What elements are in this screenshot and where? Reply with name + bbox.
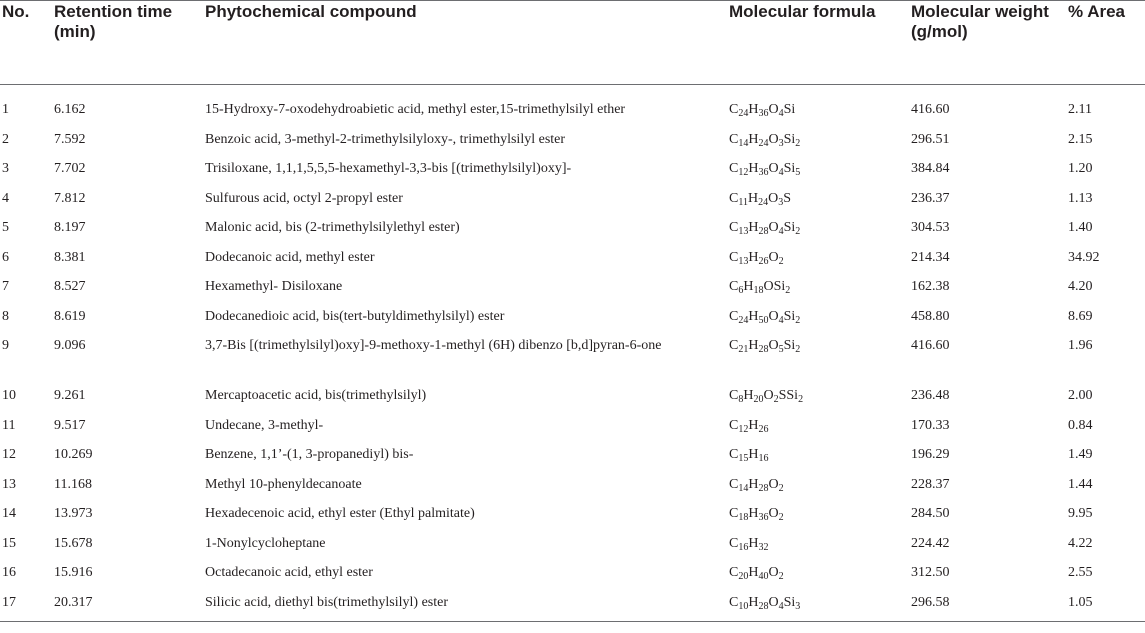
formula-subscript: 4	[778, 600, 784, 612]
cell-compound: Benzene, 1,1’-(1, 3-propanediyl) bis-	[205, 447, 414, 462]
formula-subscript: 20	[738, 571, 749, 582]
cell-area: 34.92	[1068, 249, 1100, 265]
formula-subscript: 16	[738, 541, 749, 553]
table-row	[0, 411, 1145, 441]
cell-compound: Dodecanedioic acid, bis(tert-butyldimethylsilyl) ester	[205, 308, 505, 324]
header-molecular-weight: Molecular weight (g/mol)	[911, 1, 1068, 85]
formula-subscript: 36	[758, 512, 769, 523]
cell-retention-time: 7.702	[54, 161, 86, 176]
cell-area: 0.84	[1068, 417, 1093, 433]
formula-subscript: 4	[778, 167, 784, 178]
cell-no: 11	[2, 417, 16, 433]
cell-retention-time: 7.812	[54, 190, 86, 206]
cell-no: 6	[2, 249, 9, 265]
formula-subscript: 2	[795, 314, 801, 326]
cell-area: 4.20	[1068, 279, 1093, 294]
formula-subscript: 12	[738, 167, 749, 178]
cell-no: 2	[2, 131, 9, 147]
cell-molecular-formula	[729, 331, 911, 381]
cell-no: 9	[2, 338, 9, 353]
cell-area: 1.40	[1068, 220, 1093, 235]
cell-molecular-formula	[729, 125, 911, 155]
formula-element: H	[743, 388, 754, 403]
formula-subscript: 3	[778, 137, 784, 149]
formula-element: H	[748, 594, 759, 610]
cell-molecular-formula	[729, 499, 911, 529]
cell-compound: Octadecanoic acid, ethyl ester	[205, 565, 373, 580]
formula-element: O	[768, 249, 779, 265]
table-row	[0, 331, 1145, 381]
formula-subscript: 5	[795, 167, 801, 178]
cell-no: 15	[2, 535, 16, 551]
formula-element: C	[729, 565, 739, 580]
cell-no: 8	[2, 308, 9, 324]
cell-compound: Mercaptoacetic acid, bis(trimethylsilyl)	[205, 388, 427, 403]
formula-element: H	[748, 102, 759, 117]
formula-subscript: 50	[758, 314, 769, 326]
cell-no: 13	[2, 476, 16, 492]
formula-element: C	[729, 417, 739, 433]
cell-retention-time: 6.162	[54, 102, 86, 117]
formula-element: SSi	[778, 388, 799, 403]
cell-no: 5	[2, 220, 9, 235]
cell-molecular-formula	[729, 440, 911, 470]
table-row	[0, 470, 1145, 500]
table-row	[0, 154, 1145, 184]
formula-subscript: 11	[738, 196, 748, 208]
formula-subscript: 2	[778, 571, 784, 582]
cell-compound: Benzoic acid, 3-methyl-2-trimethylsilyloxy-, trimethylsilyl ester	[205, 131, 566, 147]
formula-element: S	[783, 190, 792, 206]
cell-molecular-weight: 236.37	[911, 190, 950, 206]
formula-element: Si	[783, 131, 796, 147]
formula-subscript: 14	[738, 482, 749, 494]
cell-retention-time: 13.973	[54, 506, 93, 521]
cell-no: 1	[2, 102, 9, 117]
cell-area: 1.44	[1068, 476, 1093, 492]
cell-molecular-weight: 312.50	[911, 565, 950, 580]
cell-area: 2.15	[1068, 131, 1093, 147]
formula-element: O	[768, 220, 779, 235]
formula-element: O	[768, 161, 779, 176]
formula-element: H	[748, 161, 759, 176]
formula-subscript: 8	[738, 394, 744, 405]
formula-element: Si	[783, 220, 796, 235]
header-row	[0, 1, 1145, 85]
formula-subscript: 26	[758, 423, 769, 435]
formula-element: O	[768, 565, 779, 580]
table-row	[0, 302, 1145, 332]
table-row	[0, 213, 1145, 243]
formula-element: H	[747, 190, 759, 206]
formula-subscript: 24	[758, 196, 769, 208]
cell-compound: Methyl 10-phenyldecanoate	[205, 476, 362, 492]
cell-molecular-formula	[729, 243, 911, 273]
cell-compound: Hexadecenoic acid, ethyl ester (Ethyl palmitate)	[205, 506, 475, 521]
cell-no: 3	[2, 161, 9, 176]
formula-subscript: 2	[773, 394, 779, 405]
formula-subscript: 16	[758, 453, 769, 464]
formula-element: O	[768, 102, 779, 117]
table-row	[0, 184, 1145, 214]
cell-compound: 15-Hydroxy-7-oxodehydroabietic acid, methyl ester,15-trimethylsilyl ether	[205, 102, 626, 117]
formula-element: C	[729, 476, 739, 492]
cell-area: 1.96	[1068, 338, 1093, 353]
cell-retention-time: 11.168	[54, 476, 92, 492]
cell-area: 9.95	[1068, 506, 1093, 521]
cell-molecular-weight: 236.48	[911, 388, 950, 403]
cell-molecular-formula	[729, 588, 911, 622]
table-row	[0, 272, 1145, 302]
formula-element: H	[748, 476, 759, 492]
header-molecular-formula: Molecular formula	[729, 1, 911, 85]
cell-compound: Sulfurous acid, octyl 2-propyl ester	[205, 190, 403, 206]
cell-molecular-formula	[729, 558, 911, 588]
header-retention-time: Retention time (min)	[54, 1, 205, 85]
cell-compound: Undecane, 3-methyl-	[205, 417, 324, 433]
formula-element: Si	[783, 594, 796, 610]
cell-area: 2.00	[1068, 388, 1093, 403]
formula-element: O	[763, 388, 774, 403]
formula-element: H	[748, 249, 759, 265]
cell-area: 4.22	[1068, 535, 1093, 551]
cell-molecular-weight: 170.33	[911, 417, 950, 433]
cell-no: 14	[2, 506, 16, 521]
cell-retention-time: 15.678	[54, 535, 93, 551]
formula-subscript: 26	[758, 255, 769, 267]
cell-retention-time: 8.527	[54, 279, 86, 294]
formula-element: C	[729, 338, 739, 353]
formula-element: C	[729, 102, 739, 117]
formula-element: C	[729, 535, 739, 551]
formula-subscript: 2	[778, 482, 784, 494]
formula-subscript: 2	[795, 226, 801, 237]
cell-molecular-weight: 284.50	[911, 506, 950, 521]
cell-molecular-formula	[729, 272, 911, 302]
formula-element: C	[729, 249, 739, 265]
table-header	[0, 1, 1145, 85]
cell-compound: Hexamethyl- Disiloxane	[205, 279, 343, 294]
cell-retention-time: 10.269	[54, 447, 93, 462]
formula-subscript: 36	[758, 108, 769, 119]
cell-no: 4	[2, 190, 9, 206]
cell-area: 2.55	[1068, 565, 1093, 580]
table-body	[0, 85, 1145, 622]
cell-molecular-formula	[729, 213, 911, 243]
table-row	[0, 558, 1145, 588]
formula-element: H	[748, 506, 759, 521]
cell-compound: 3,7-Bis [(trimethylsilyl)oxy]-9-methoxy-1-methyl (6H) dibenzo [b,d]pyran-6-one	[205, 338, 662, 353]
cell-molecular-weight: 416.60	[911, 338, 950, 353]
formula-element: C	[729, 220, 739, 235]
cell-compound: Dodecanoic acid, methyl ester	[205, 249, 375, 265]
table-row	[0, 529, 1145, 559]
formula-subscript: 5	[778, 344, 784, 355]
formula-element: H	[748, 131, 759, 147]
cell-retention-time: 9.261	[54, 388, 86, 403]
cell-molecular-weight: 162.38	[911, 279, 950, 294]
cell-molecular-weight: 224.42	[911, 535, 950, 551]
formula-element: O	[768, 338, 779, 353]
cell-retention-time: 20.317	[54, 588, 205, 622]
cell-molecular-formula	[729, 154, 911, 184]
cell-molecular-formula	[729, 470, 911, 500]
cell-retention-time: 8.197	[54, 220, 86, 235]
cell-molecular-weight: 296.58	[911, 588, 1068, 622]
formula-subscript: 18	[738, 512, 749, 523]
cell-compound: Malonic acid, bis (2-trimethylsilylethyl ester)	[205, 220, 460, 235]
formula-element: H	[748, 308, 759, 324]
cell-retention-time: 15.916	[54, 565, 93, 580]
formula-subscript: 28	[758, 344, 769, 355]
formula-subscript: 2	[795, 344, 801, 355]
formula-subscript: 2	[778, 255, 784, 267]
table-row	[0, 85, 1145, 125]
formula-subscript: 4	[778, 226, 784, 237]
cell-area: 1.20	[1068, 161, 1093, 176]
cell-no: 17	[0, 588, 54, 622]
formula-subscript: 3	[795, 600, 801, 612]
cell-molecular-weight: 228.37	[911, 476, 950, 492]
formula-element: C	[729, 190, 739, 206]
cell-molecular-formula	[729, 529, 911, 559]
formula-subscript: 24	[738, 314, 749, 326]
cell-molecular-weight: 296.51	[911, 131, 950, 147]
formula-subscript: 4	[778, 108, 784, 119]
formula-element: H	[748, 447, 759, 462]
cell-retention-time: 8.381	[54, 249, 86, 265]
formula-subscript: 20	[753, 394, 764, 405]
cell-molecular-formula	[729, 302, 911, 332]
table-row	[0, 588, 1145, 622]
formula-element: H	[748, 220, 759, 235]
table-row	[0, 381, 1145, 411]
formula-element: C	[729, 388, 739, 403]
header-no: No.	[0, 1, 54, 85]
formula-subscript: 10	[738, 600, 749, 612]
formula-subscript: 2	[798, 394, 804, 405]
formula-subscript: 2	[778, 512, 784, 523]
table-row	[0, 440, 1145, 470]
formula-subscript: 21	[738, 344, 749, 355]
formula-element: O	[768, 594, 779, 610]
formula-subscript: 3	[778, 196, 784, 208]
cell-retention-time: 7.592	[54, 131, 86, 147]
formula-element: C	[729, 308, 739, 324]
cell-molecular-formula	[729, 85, 911, 125]
formula-subscript: 12	[738, 423, 749, 435]
formula-subscript: 13	[738, 255, 749, 267]
formula-subscript: 28	[758, 482, 769, 494]
cell-area: 1.49	[1068, 447, 1093, 462]
cell-no: 7	[2, 279, 9, 294]
table-row	[0, 125, 1145, 155]
cell-no: 10	[2, 388, 16, 403]
formula-element: C	[729, 594, 739, 610]
formula-element: C	[729, 161, 739, 176]
formula-element: H	[748, 565, 759, 580]
formula-subscript: 36	[758, 167, 769, 178]
formula-element: H	[748, 338, 759, 353]
cell-molecular-weight: 304.53	[911, 220, 950, 235]
formula-element: Si	[783, 102, 796, 117]
formula-subscript: 28	[758, 600, 769, 612]
formula-subscript: 18	[753, 285, 764, 296]
formula-subscript: 15	[738, 453, 749, 464]
formula-element: Si	[783, 161, 796, 176]
cell-area: 2.11	[1068, 102, 1092, 117]
cell-retention-time: 9.517	[54, 417, 86, 433]
cell-compound: Trisiloxane, 1,1,1,5,5,5-hexamethyl-3,3-bis [(trimethylsilyl)oxy]-	[205, 161, 572, 176]
cell-molecular-weight: 458.80	[911, 308, 950, 324]
cell-molecular-weight: 214.34	[911, 249, 950, 265]
formula-element: C	[729, 279, 739, 294]
formula-element: O	[768, 131, 779, 147]
cell-molecular-formula	[729, 184, 911, 214]
formula-element: H	[748, 535, 759, 551]
formula-element: C	[729, 506, 739, 521]
cell-molecular-formula	[729, 381, 911, 411]
formula-subscript: 4	[778, 314, 784, 326]
formula-subscript: 2	[785, 285, 791, 296]
cell-retention-time: 9.096	[54, 338, 86, 353]
formula-subscript: 32	[758, 541, 769, 553]
header-area: % Area	[1068, 1, 1145, 85]
formula-element: Si	[783, 338, 796, 353]
formula-subscript: 24	[738, 108, 749, 119]
cell-molecular-weight: 196.29	[911, 447, 950, 462]
formula-subscript: 28	[758, 226, 769, 237]
formula-subscript: 6	[738, 285, 744, 296]
formula-element: C	[729, 447, 739, 462]
formula-element: H	[743, 279, 754, 294]
table-row	[0, 243, 1145, 273]
cell-area: 8.69	[1068, 308, 1093, 324]
cell-molecular-weight: 384.84	[911, 161, 950, 176]
formula-element: Si	[783, 308, 796, 324]
cell-molecular-formula	[729, 411, 911, 441]
formula-element: OSi	[763, 279, 786, 294]
formula-element: O	[768, 476, 779, 492]
formula-subscript: 2	[795, 137, 801, 149]
formula-element: O	[768, 190, 779, 206]
cell-retention-time: 8.619	[54, 308, 86, 324]
header-compound: Phytochemical compound	[205, 1, 729, 85]
formula-subscript: 13	[738, 226, 749, 237]
cell-compound: Silicic acid, diethyl bis(trimethylsilyl) ester	[205, 588, 729, 622]
formula-subscript: 40	[758, 571, 769, 582]
cell-area: 1.05	[1068, 588, 1145, 622]
formula-element: H	[748, 417, 759, 433]
cell-no: 12	[2, 447, 16, 462]
formula-element: C	[729, 131, 739, 147]
cell-area: 1.13	[1068, 190, 1093, 206]
table-row	[0, 499, 1145, 529]
formula-subscript: 24	[758, 137, 769, 149]
cell-no: 16	[2, 565, 16, 580]
formula-subscript: 14	[738, 137, 749, 149]
formula-element: O	[768, 506, 779, 521]
cell-compound: 1-Nonylcycloheptane	[205, 535, 326, 551]
formula-element: O	[768, 308, 779, 324]
cell-molecular-weight: 416.60	[911, 102, 950, 117]
